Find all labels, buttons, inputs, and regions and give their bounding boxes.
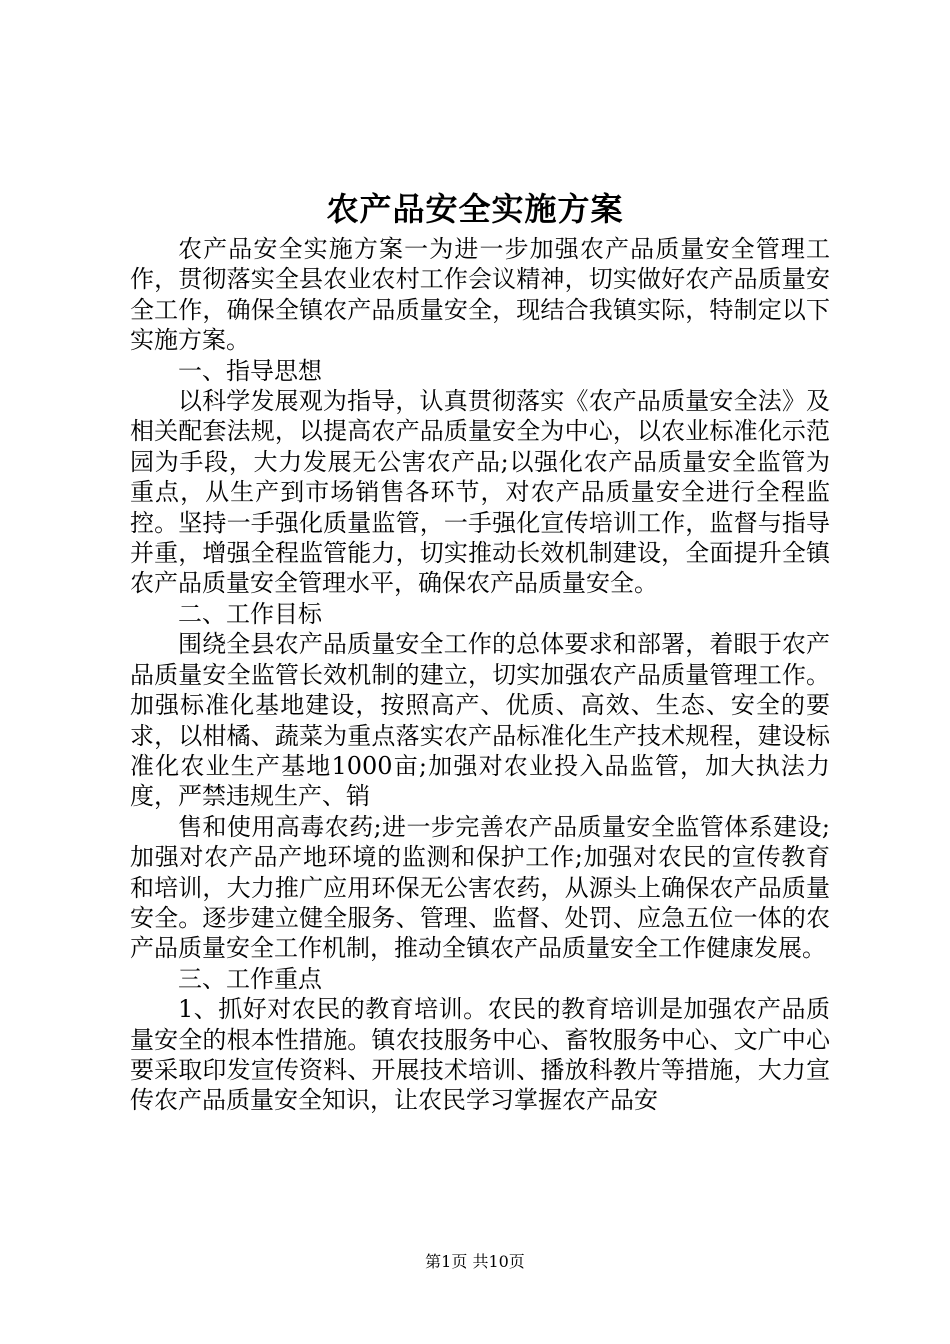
section-heading-guiding-ideology: 一、指导思想 — [178, 356, 322, 385]
section-paragraph-priority-1: 1、抓好对农民的教育培训。农民的教育培训是加强农产品质量安全的根本性措施。镇农技服务中心、畜牧服务中心、文广中心要采取印发宣传资料、开展技术培训、播放科教片等措施，大力宣传农产品质量安全知识，让农民学习掌握农产品安 — [130, 995, 830, 1115]
section-paragraph-work-goals-part1: 围绕全县农产品质量安全工作的总体要求和部署，着眼于农产品质量安全监管长效机制的建立，切实加强农产品质量管理工作。加强标准化基地建设，按照高产、优质、高效、生态、安全的要求，以柑橘、蔬菜为重点落实农产品标准化生产技术规程，建设标准化农业生产基地1000亩;加强对农业投入品监管，加大执法力度，严禁违规生产、销 — [130, 630, 830, 811]
section-heading-work-priorities: 三、工作重点 — [178, 964, 322, 993]
section-paragraph-guiding-ideology: 以科学发展观为指导，认真贯彻落实《农产品质量安全法》及相关配套法规，以提高农产品质量安全为中心，以农业标准化示范园为手段，大力发展无公害农产品;以强化农产品质量安全监管为重点，从生产到市场销售各环节，对农产品质量安全进行全程监控。坚持一手强化质量监管，一手强化宣传培训工作，监督与指导并重，增强全程监管能力，切实推动长效机制建设，全面提升全镇农产品质量安全管理水平，确保农产品质量安全。 — [130, 387, 830, 598]
section-paragraph-work-goals-part2: 售和使用高毒农药;进一步完善农产品质量安全监管体系建设;加强对农产品产地环境的监测和保护工作;加强对农民的宣传教育和培训，大力推广应用环保无公害农药，从源头上确保农产品质量安全。逐步建立健全服务、管理、监督、处罚、应急五位一体的农产品质量安全工作机制，推动全镇农产品质量安全工作健康发展。 — [130, 812, 830, 963]
intro-paragraph: 农产品安全实施方案一为进一步加强农产品质量安全管理工作，贯彻落实全县农业农村工作会议精神，切实做好农产品质量安全工作，确保全镇农产品质量安全，现结合我镇实际，特制定以下实施方案。 — [130, 235, 830, 355]
document-body — [130, 234, 830, 1116]
page-title: 农产品安全实施方案 — [326, 190, 624, 228]
page-number-footer: 第1页 共10页 — [425, 1252, 525, 1271]
section-heading-work-goals: 二、工作目标 — [178, 599, 322, 628]
